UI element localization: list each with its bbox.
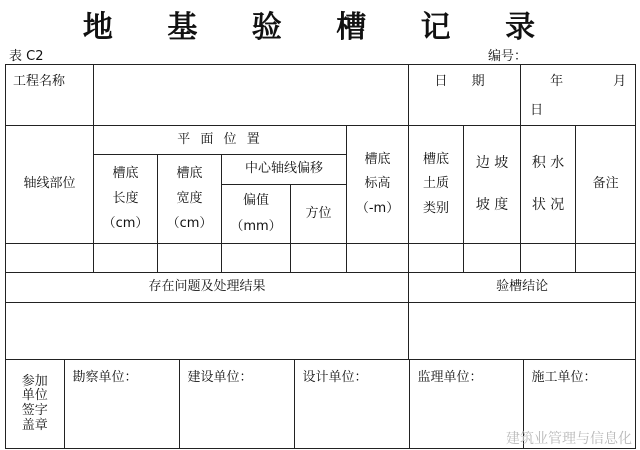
bottom-soil-header: 槽底 土质 类别: [409, 126, 464, 244]
design-unit-field[interactable]: 设计单位：: [294, 360, 409, 448]
project-name-label: 工程名称: [6, 65, 94, 126]
contractor-unit-field[interactable]: 施工单位：: [531, 370, 597, 385]
date-field[interactable]: [521, 65, 636, 126]
conclusion-field[interactable]: [409, 303, 636, 360]
offset-value-header: 偏值 （mm）: [222, 185, 291, 244]
serial-number-label: 编号：: [488, 49, 528, 64]
day-label: 日: [530, 103, 544, 118]
issues-field[interactable]: [6, 303, 409, 360]
data-cell-soil[interactable]: [409, 244, 464, 273]
supervision-unit-field[interactable]: 监理单位：: [409, 360, 523, 448]
form-title: 地 基 验 槽 记 录: [82, 10, 558, 45]
center-offset-header: 中心轴线偏移: [222, 155, 347, 185]
remarks-header: 备注: [576, 126, 636, 244]
bottom-length-header: 槽底 长度 （cm）: [94, 155, 158, 244]
watermark-text: 建筑业管理与信息化: [506, 431, 632, 447]
sign-section-label: 参加 单位 签字 盖章: [6, 360, 64, 448]
survey-unit-field[interactable]: 勘察单位：: [64, 360, 179, 448]
conclusion-header: 验槽结论: [409, 273, 636, 303]
construction-owner-unit-field[interactable]: 建设单位：: [179, 360, 294, 448]
direction-header: 方位: [291, 185, 347, 244]
bottom-elevation-header: 槽底 标高 （-m）: [347, 126, 409, 244]
data-cell-width[interactable]: [158, 244, 222, 273]
data-cell-remarks[interactable]: [576, 244, 636, 273]
axis-part-label: 轴线部位: [6, 126, 94, 244]
month-label: 月: [613, 74, 627, 89]
data-cell-offset[interactable]: [222, 244, 291, 273]
bottom-width-header: 槽底 宽度 （cm）: [158, 155, 222, 244]
inspection-form-table: [5, 64, 636, 449]
data-cell-axis[interactable]: [6, 244, 94, 273]
form-number: 表 C2: [9, 49, 44, 64]
water-status-header: 积 水 状 况: [521, 126, 576, 244]
data-cell-elevation[interactable]: [347, 244, 409, 273]
year-label: 年: [550, 74, 564, 89]
data-cell-length[interactable]: [94, 244, 158, 273]
date-label: 日 期: [409, 65, 521, 126]
data-cell-water[interactable]: [521, 244, 576, 273]
issues-header: 存在问题及处理结果: [6, 273, 409, 303]
data-cell-direction[interactable]: [291, 244, 347, 273]
slope-header: 边 坡 坡 度: [464, 126, 521, 244]
project-name-field[interactable]: [94, 65, 409, 126]
plane-position-header: 平 面 位 置: [94, 126, 347, 155]
data-cell-slope[interactable]: [464, 244, 521, 273]
